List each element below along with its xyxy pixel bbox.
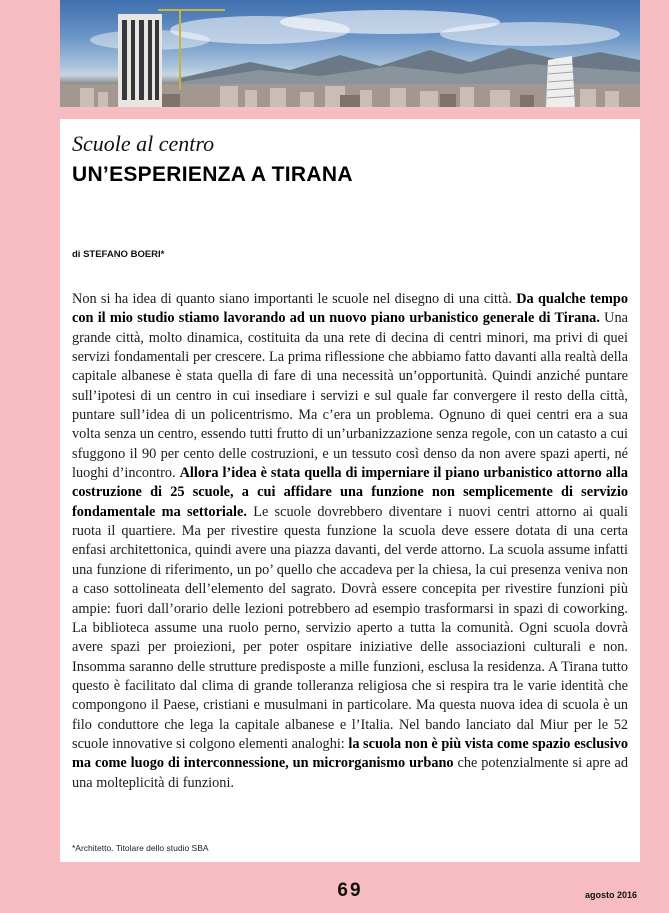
article-body [72,290,628,793]
article-title: UN’ESPERIENZA A TIRANA [72,163,353,186]
skyline-illustration [60,0,640,107]
issue-date: agosto 2016 [584,890,637,900]
body-run: Una grande città, molto dinamica, costituita da una rete di decina di centri minori, ma privi di quei servizi fondamentali per crescere. La prima riflessione che abbiamo fatto davanti alla realtà della capitale albanese è stata quella di fare di una necessità un’opportunità. Quindi anziché puntare sull’ipotesi di un centro in cui insediare i servizi e sul quale far convergere il resto della città, puntare sull’idea di un policentrismo. Ma c’era un problema. Ognuno di quei centri era a sua volta senza un centro, essendo tutti frutto di un’urbanizzazione senza regole, con un catasto a cui sfuggono il 90 per cento delle costruzioni, e un tessuto così denso da non avere spazi aperti, né luoghi d’incontro. [72,310,628,482]
body-run-bold: Allora l’idea è stata quella di imperniare il piano urbanistico attorno alla costruzione di 25 scuole, a cui affidare una funzione non semplicemente di servizio fondamentale ma settoriale. [72,465,628,520]
tirana-skyline-photo [60,0,640,107]
body-run-bold: Da qualche tempo con il mio studio stiamo lavorando ad un nuovo piano urbanistico generale di Tirana. [72,291,629,327]
page-number: 69 [337,880,363,901]
body-run: che potenzialmente si apre ad una molteplicità di funzioni. [72,755,628,791]
body-run-bold: la scuola non è più vista come spazio esclusivo ma come luogo di interconnessione, un microrganismo urbano [72,735,628,772]
body-run: Non si ha idea di quanto siano importanti le scuole nel disegno di una città. [72,291,517,307]
body-run: Le scuole dovrebbero diventare i nuovi centri attorno ai quali ruota il quartiere. Ma per rivestire questa funzione la scuola deve essere dotata di una certa enfasi architettonica, quindi avere una piazza davanti, del verde attorno. La scuola assume infatti una funzione di riferimento, un po’ quello che accadeva per la chiesa, la cui presenza veniva non a caso sottolineata dell’elemento del sagrato. Dovrà essere concepita per rivestire funzioni più ampie: fuori dall’orario delle lezioni potrebbero ad esempio trasformarsi in spazi di coworking. La biblioteca assume una ruolo perno, servizio aperto a tutta la comunità. Ogni scuola dovrà avere spazi per proiezioni, per poter ospitare iniziative delle associazioni culturali e non. Insomma saranno delle strutture predisposte a mille funzioni, esclusa la residenza. A Tirana tutto questo è facilitato dal clima di grande tolleranza religiosa che si respira tra le varie identità che compongono il Paese, cristiani e musulmani in particolare. Ma questa nuova idea di scuola è un filo conduttore che lega la capitale albanese e l’Italia. Nel bando lanciato dal Miur per le 52 scuole innovative si colgono elementi analoghi: [72,503,628,752]
article-byline: di STEFANO BOERI* [72,249,165,260]
author-footnote: *Architetto. Titolare dello studio SBA [72,843,209,853]
article-kicker: Scuole al centro [72,131,215,156]
